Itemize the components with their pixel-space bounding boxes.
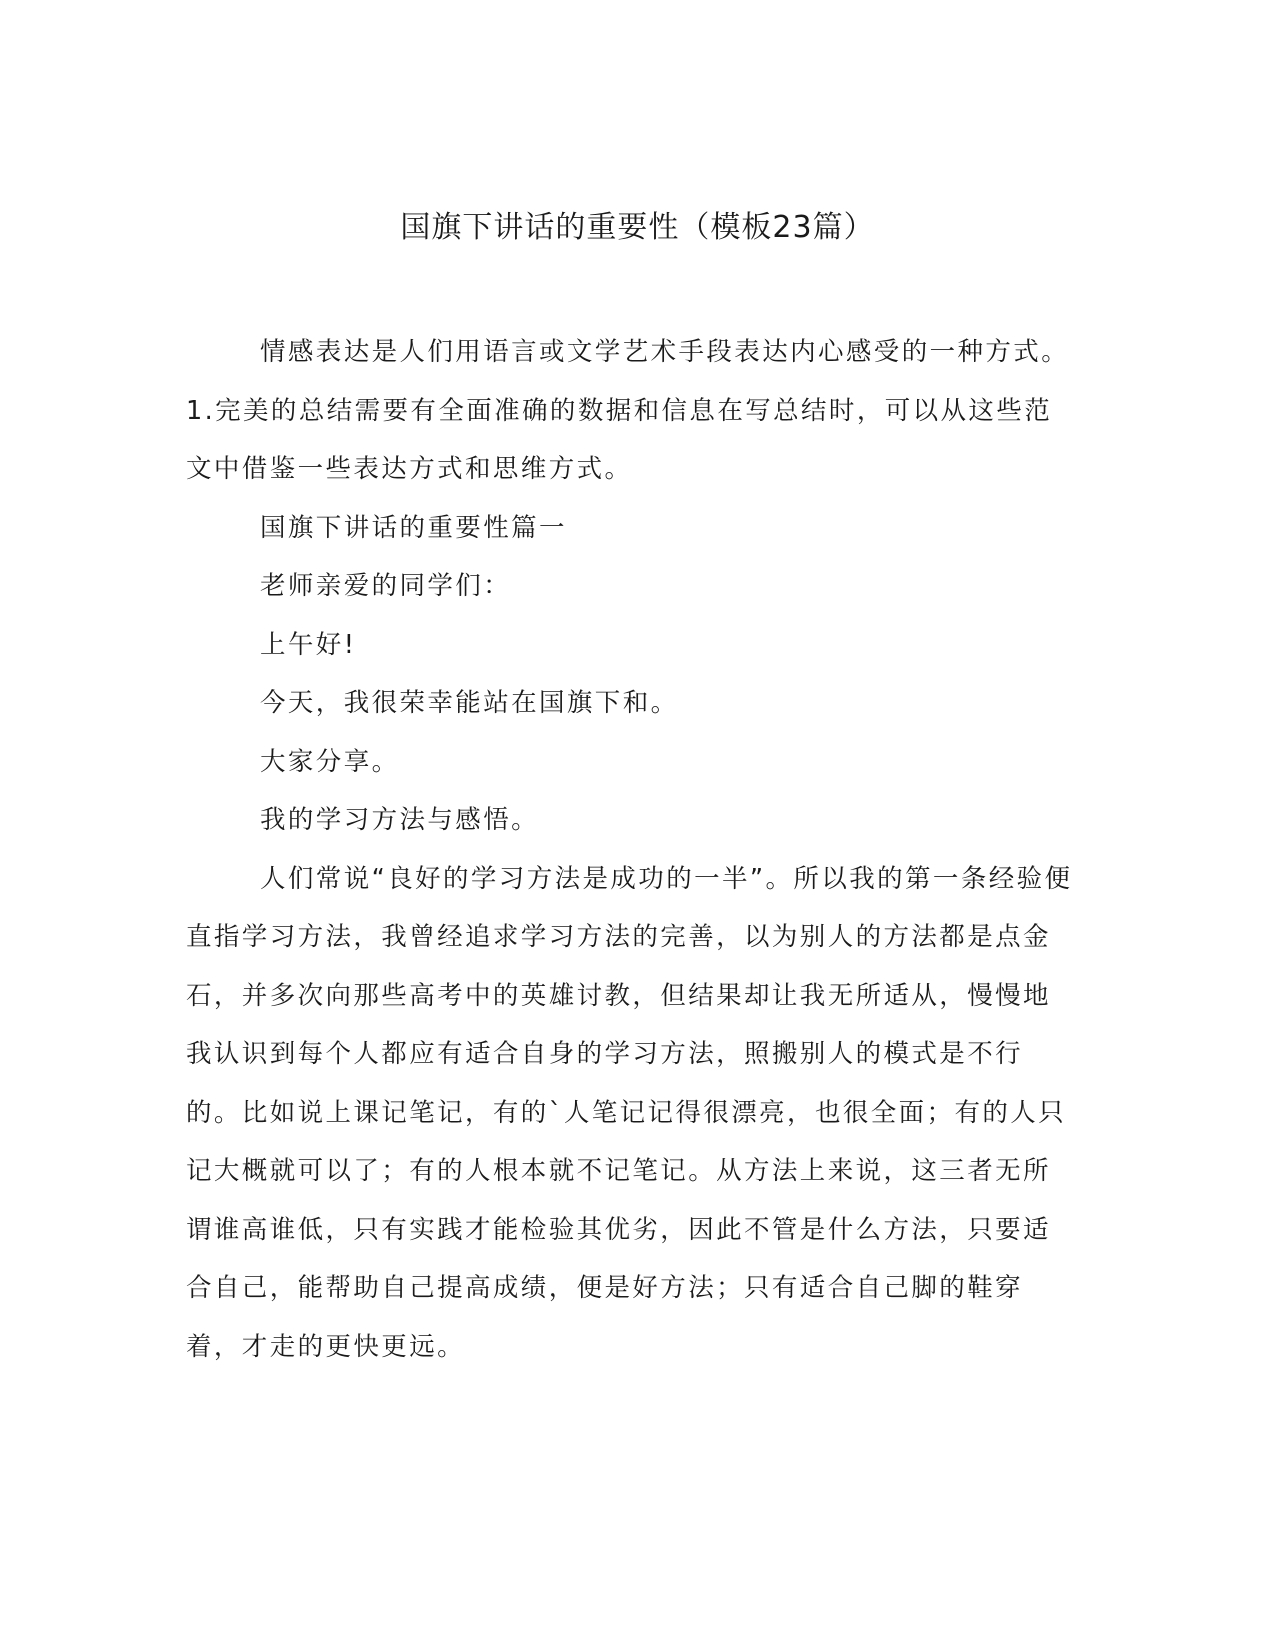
body-paragraph: 人们常说“良好的学习方法是成功的一半”。所以我的第一条经验便直指学习方法，我曾经追求学习方法的完善，以为别人的方法都是点金石，并多次向那些高考中的英雄讨教，但结果却让我无所适从，慢慢地我认识到每个人都应有适合自身的学习方法，照搬别人的模式是不行的。比如说上课记笔记，有的`人笔记记得很漂亮，也很全面；有的人只记大概就可以了；有的人根本就不记笔记。从方法上来说，这三者无所谓谁高谁低，只有实践才能检验其优劣，因此不管是什么方法，只要适合自己，能帮助自己提高成绩，便是好方法；只有适合自己脚的鞋穿着，才走的更快更远。 xyxy=(186,863,1073,1362)
salutation: 老师亲爱的同学们： xyxy=(260,571,512,601)
section-heading: 国旗下讲话的重要性篇一 xyxy=(260,512,567,543)
speech-line-1: 今天，我很荣幸能站在国旗下和。 xyxy=(260,688,679,718)
document-title: 国旗下讲话的重要性（模板23篇） xyxy=(400,210,875,245)
document-body xyxy=(186,323,1076,1376)
speech-line-2: 大家分享。 xyxy=(260,746,400,777)
greeting: 上午好! xyxy=(260,629,357,660)
intro-paragraph: 情感表达是人们用语言或文学艺术手段表达内心感受的一种方式。1.完美的总结需要有全面准确的数据和信息在写总结时，可以从这些范文中借鉴一些表达方式和思维方式。 xyxy=(186,337,1070,484)
speech-line-3: 我的学习方法与感悟。 xyxy=(260,805,540,835)
